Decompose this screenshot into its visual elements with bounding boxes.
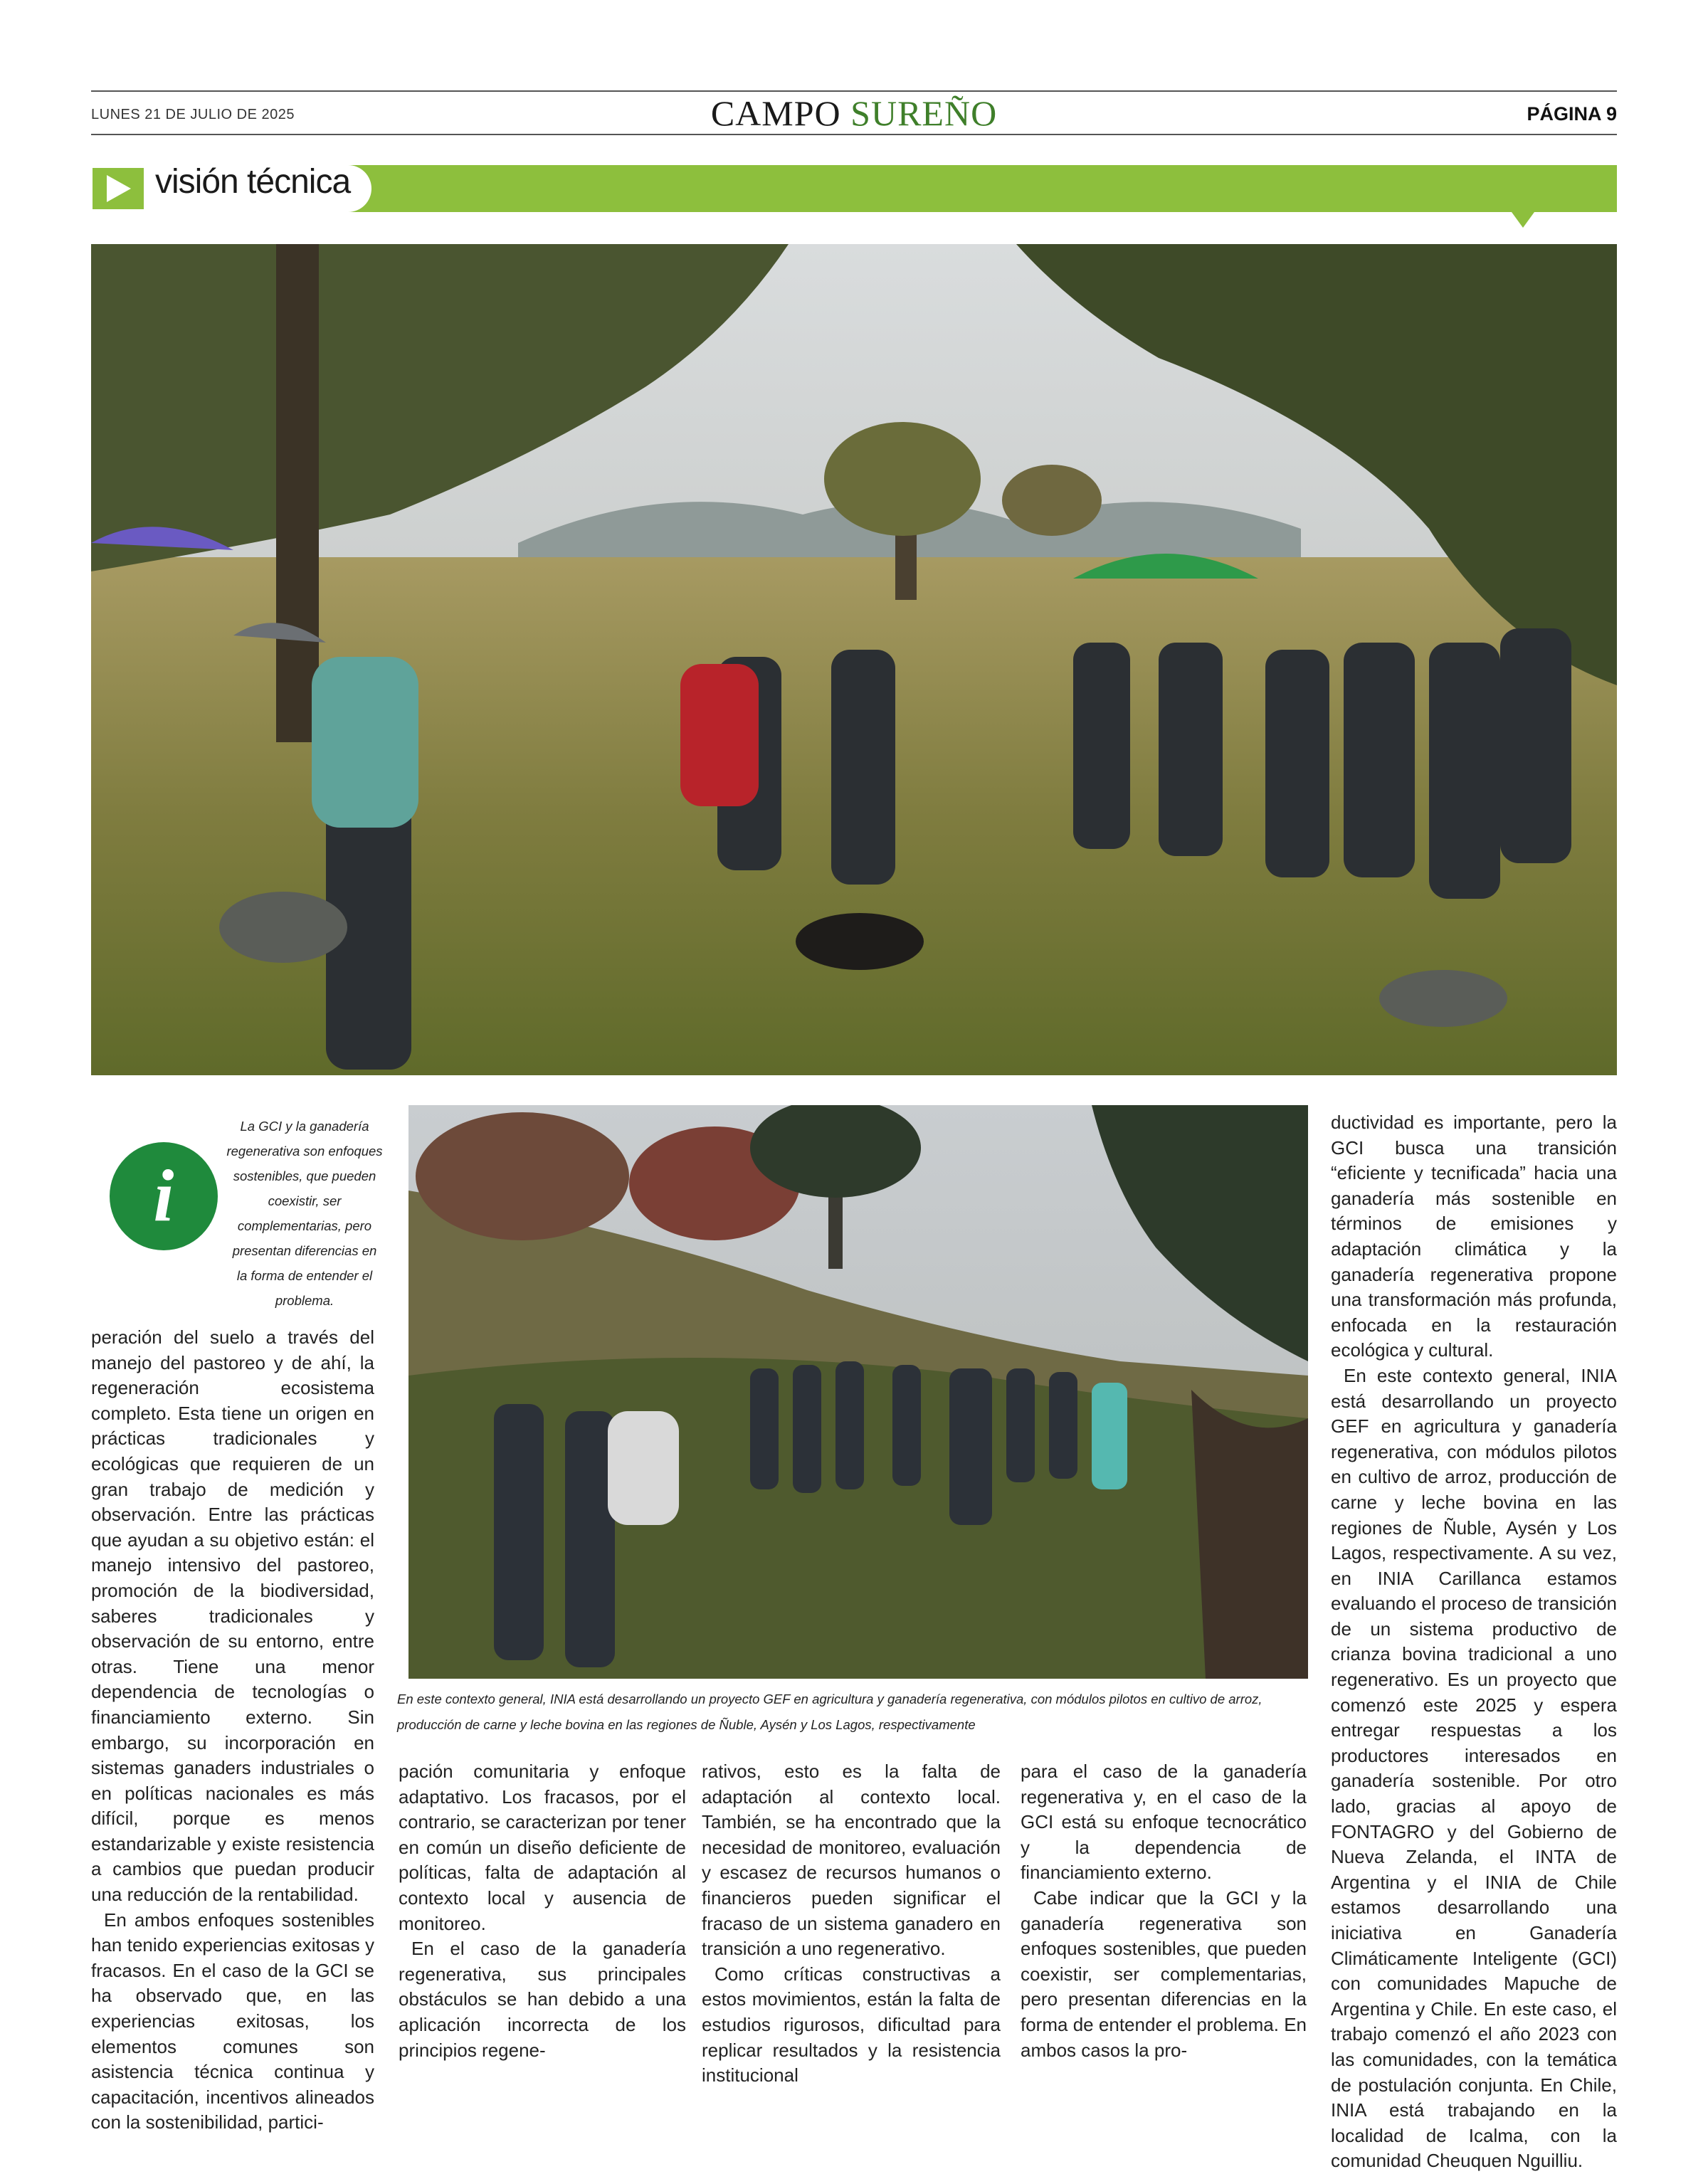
paragraph: para el caso de la ganadería regenerativa y, en el caso de la GCI está su enfoque tecnocrático y la dependencia de financiamiento externo. [1021, 1761, 1307, 1884]
photo-caption: En este contexto general, INIA está desarrollando un proyecto GEF en agricultura y ganadería regenerativa, con módulos pilotos en cultivo de arroz, producción de carne y leche bovina en las regiones de Ñuble, Aysén y Los Lagos, respectivamente [397, 1692, 1262, 1732]
photo-hillside-meeting [408, 1105, 1308, 1679]
newspaper-title-part1: CAMPO [710, 93, 841, 133]
banner-pointer [1512, 212, 1534, 228]
page-number: PÁGINA 9 [1527, 103, 1617, 125]
info-icon: i [110, 1142, 218, 1250]
section-title: visión técnica [155, 163, 351, 201]
info-box-text: La GCI y la ganadería regenerativa son enfoques sostenibles, que pueden coexistir, ser complementarias, pero presentan diferencias en la forma de entender el problema. [226, 1119, 383, 1308]
article-column-3 [702, 1759, 1001, 2089]
paragraph: Cabe indicar que la GCI y la ganadería regenerativa son enfoques sostenibles, que pueden coexistir, ser complementarias, pero presentan diferencias en la forma de entender el problema. En ambos casos la pro- [1021, 1887, 1307, 2061]
newspaper-title [0, 93, 1708, 134]
paragraph: En este contexto general, INIA está desarrollando un proyecto GEF en agricultura y ganadería regenerativa, con módulos pilotos en cultivo de arroz, producción de carne y leche bovina en las regiones de Ñuble, Aysén y Los Lagos, respectivamente. A su vez, en INIA Carillanca estamos evaluando el proceso de transición de un sistema productivo de crianza bovina tradicional a uno regenerativo. Es un proyecto que comenzó este 2025 y espera entregar respuestas a los productores interesados en ganadería sostenible. Por otro lado, gracias al apoyo de FONTAGRO y del Gobierno de Nueva Zelanda, el INTA de Argentina y el INIA de Chile estamos desarrollando una iniciativa en Ganadería Climáticamente Inteligente (GCI) con comunidades Mapuche de Argentina y Chile. En este caso, el trabajo comenzó el año 2023 con las comunidades, con la temática de postulación conjunta. En Chile, INIA está trabajando en la localidad de Icalma, con la comunidad Cheuquen Nguilliu. [1331, 1364, 1617, 2172]
article-column-1 [91, 1325, 374, 2136]
paragraph: rativos, esto es la falta de adaptación al contexto local. También, se ha encontrado que la necesidad de monitoreo, evaluación y escasez de recursos humanos o financieros pueden significar el fracaso de un sistema ganadero en transición a uno regenerativo. [702, 1761, 1001, 1960]
photo-field-meeting [91, 244, 1617, 1075]
article-column-4 [1021, 1759, 1307, 2063]
paragraph: ductividad es importante, pero la GCI busca una transición “eficiente y tecnificada” hacia una ganadería más sostenible en términos de emisiones y adaptación climática y la ganadería regenerativa propone una transformación más profunda, enfocada en la restauración ecológica y cultural. [1331, 1112, 1617, 1361]
paragraph: peración del suelo a través del manejo del pastoreo y de ahí, la regeneración ecosistema completo. Esta tiene un origen en prácticas tradicionales y ecológicas que requieren de un gran trabajo de medición y observación. Entre las prácticas que ayudan a su objetivo están: el manejo intensivo del pastoreo, promoción de la biodiversidad, saberes tradicionales y observación de su entorno, entre otras. Tiene una menor dependencia de tecnologías o financiamiento externo. Sin embargo, su incorporación en sistemas ganaders industriales o en políticas nacionales es más difícil, porque es menos estandarizable y existe resistencia a cambios que puedan producir una reducción de la rentabilidad. [91, 1326, 374, 1906]
article-column-2 [399, 1759, 686, 2063]
paragraph: En el caso de la ganadería regenerativa, sus principales obstáculos se han debido a una aplicación incorrecta de los principios regene- [399, 1938, 686, 2061]
paragraph: pación comunitaria y enfoque adaptativo. Los fracasos, por el contrario, se caracterizan por tener en común un diseño deficiente de políticas, falta de adaptación al contexto local y ausencia de monitoreo. [399, 1761, 686, 1934]
paragraph: Como críticas constructivas a estos movimientos, están la falta de estudios rigurosos, dificultad para replicar resultados y la resistencia institucional [702, 1963, 1001, 2086]
masthead-top-rule [91, 90, 1617, 92]
play-arrow-triangle [107, 175, 131, 202]
article-column-5 [1331, 1110, 1617, 2174]
issue-date: LUNES 21 DE JULIO DE 2025 [91, 107, 295, 122]
newspaper-title-part2: SUREÑO [850, 93, 998, 133]
masthead-bottom-rule [91, 134, 1617, 135]
paragraph: En ambos enfoques sostenibles han tenido experiencias exitosas y fracasos. En el caso de la GCI se ha observado que, en las experiencias exitosas, los elementos comunes son asistencia técnica continua y capacitación, incentivos alineados con la sostenibilidad, partici- [91, 1909, 374, 2133]
